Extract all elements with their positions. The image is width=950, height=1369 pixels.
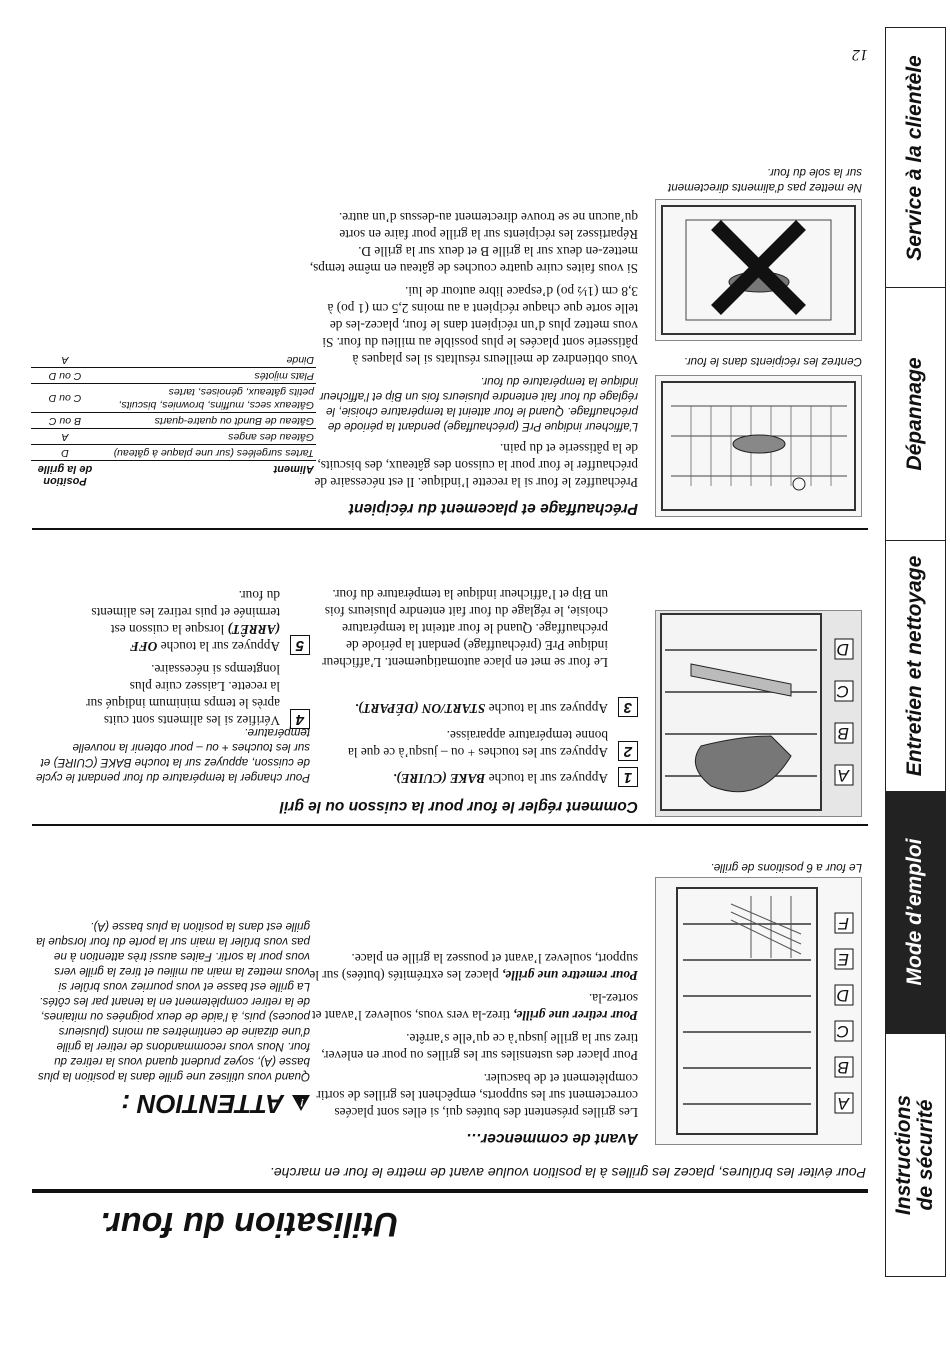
preheat-heading: Préchauffage et placement du récipient — [348, 500, 638, 517]
table-row — [31, 429, 316, 445]
tab-service-clientele[interactable]: Service à la clientèle — [903, 55, 927, 261]
bake-section — [38, 797, 638, 815]
before-remove: Pour retirer une grille, tirez-la vers vous, soulevez l’avant et sortez-la. — [311, 991, 638, 1023]
rack-letter: D — [836, 640, 849, 659]
food-cell: Dinde — [99, 352, 316, 368]
before-heading: Avant de commencer… — [465, 1130, 638, 1147]
bake-after-step3: Le four se met en place automatiquement. L’afficheur indique PrE (préchauffage) pendant la période de préchauffage. Quand le four atteint la température choisie, le réglage du four fait entendre plusieurs fois un Bip et l’afficheur indique la température du four. — [322, 587, 608, 670]
before-replace: Pour remettre une grille, placez les extrémités (butées) sur le support, soulevez l’avant et poussez la grille en place. — [309, 951, 638, 983]
rack-letter: C — [836, 1022, 849, 1041]
caption-center-pans: Centrez les récipients dans le four. — [683, 355, 862, 368]
food-cell: Tartes surgelées (sur une plaque à gâteau) — [99, 445, 316, 461]
rack-letter: C — [836, 682, 849, 701]
tab-mode-emploi[interactable]: Mode d’emploi — [886, 791, 945, 1033]
preheat-p1: Préchauffez le four si la recette l’indique. Il est nécessaire de préchauffer le four pour la cuisson des gâteaux, des biscuits, de la pâtisserie et du pain. — [314, 441, 638, 490]
tab-depannage[interactable]: Dépannage — [886, 287, 945, 540]
table-row — [31, 368, 316, 384]
position-cell: A — [31, 429, 99, 445]
step-number-3: 3 — [618, 697, 638, 717]
figure-caption-racks: Le four a 6 positions de grille. — [710, 861, 862, 874]
bake-change-note: Pour changer la température du four pendant le cycle de cuisson, appuyez sur la touche BAKE (CUIRE) et sur les touches + ou – pour obtenir la nouvelle température. — [36, 726, 310, 784]
preheat-section — [308, 203, 638, 517]
food-cell: Gâteau des anges — [99, 429, 316, 445]
rack-position-table — [31, 352, 316, 489]
table-row — [31, 384, 316, 413]
intro-text: Pour éviter les brûlures, placez les grilles à la position voulue avant de mettre le four en marche. — [269, 1165, 866, 1181]
page-number: 12 — [852, 46, 868, 63]
oven-rack-illustration — [656, 878, 861, 1144]
food-cell: Gâteaux secs, muffins, brownies, biscuits, petits gâteaux, génoises, tartes — [99, 384, 316, 413]
section-tabs — [885, 27, 946, 1277]
table-row — [31, 413, 316, 429]
step-number-2: 2 — [618, 741, 638, 761]
tab-entretien-nettoyage[interactable]: Entretien et nettoyage — [886, 540, 945, 791]
rack-letter: B — [837, 1058, 849, 1077]
position-cell: C ou D — [31, 384, 99, 413]
position-cell: A — [31, 352, 99, 368]
page-title: Utilisation du four. — [100, 1205, 399, 1243]
preheat-p4: Si vous faites cuire quatre couches de gâteau en même temps, mettez-en deux sur la grille B et deux sur la grille D. Répartissez les récipients sur la grille pour faire en sorte qu’aucun ne se trouve directement au-dessus d’un autre. — [309, 210, 638, 276]
step-4: 4 Vérifiez si les aliments sont cuits après le temps minimum indiqué sur la recette. Laissez cuire plus longtemps si nécessaire. — [35, 669, 310, 729]
col-food: Aliment — [273, 463, 314, 475]
table-row — [31, 352, 316, 368]
position-cell: C ou D — [31, 368, 99, 384]
warning-icon: ! — [292, 1096, 310, 1112]
step-5: 5 Appuyez sur la touche OFF (ARRÊT) lorsque la cuisson est terminée et puis retirez les aliments du four. — [35, 595, 310, 655]
section-rule-1 — [32, 824, 868, 826]
caption-no-sole: Ne mettez pas d’aliments directement sur la sole du four. — [668, 166, 862, 194]
attention-box — [35, 919, 310, 1119]
figure-oven-roast — [655, 610, 862, 817]
before-p2: Pour placer des ustensiles sur les grilles ou pour en enlever, tirez sur la grille jusqu’à ce qu’elle s’arrête. — [321, 1031, 638, 1063]
col-position: Position de la grille — [37, 463, 93, 487]
preheat-p2: L’afficheur indique PrE (préchauffage) pendant la période de préchauffage. Quand le four atteint la température choisie, le réglage du four fait entendre plusieurs fois un Bip et l’afficheur indique la température du four. — [319, 375, 638, 433]
figure-oven-racks — [655, 877, 862, 1145]
rack-letter: B — [837, 724, 849, 743]
rack-letter: A — [837, 1094, 849, 1113]
food-cell: Plats mijotés — [99, 368, 316, 384]
step-3: 3 Appuyez sur la touche START/ON (DÉPART). — [308, 677, 638, 717]
step-2: 2 Appuyez sur les touches + ou – jusqu’à ce que la bonne température apparaisse. — [308, 721, 638, 761]
attention-heading: ! ATTENTION : — [35, 1088, 310, 1119]
section-rule-2 — [32, 528, 868, 530]
step-1: 1 Appuyez sur la touche BAKE (CUIRE). — [308, 767, 638, 787]
before-section — [308, 944, 638, 1147]
table-row — [31, 445, 316, 461]
before-p1: Les grilles présentent des butées qui, si elles sont placées correctement sur les supports, empêchent les grilles de sortir complètement et de basculer. — [316, 1071, 638, 1120]
rack-letter: E — [837, 950, 849, 969]
step-number-5: 5 — [290, 635, 310, 655]
step-number-1: 1 — [618, 767, 638, 787]
rack-letter: A — [837, 766, 849, 785]
rack-letter: F — [838, 914, 849, 933]
food-cell: Gâteau de Bundt ou quatre-quarts — [99, 413, 316, 429]
attention-text: Quand vous utilisez une grille dans la position la plus basse (A), soyez prudent quand vous la retirez du four. Nous vous recommandons de retirer la grille d’une dizaine de centimètres au moins (plusieurs pouces) puis, à l’aide de deux poignées ou mitaines, de la retirer complètement en la tenant par les côtés. La grille est basse et vous pourriez vous brûler si vous mettez la main au milieu et tirez la grille vers vous pour la sortir. Faites aussi très attention à ne pas vous brûler la main sur la porte du four lorsque la grille est dans la position la plus basse (A). — [36, 920, 310, 1083]
title-rule — [32, 1189, 868, 1193]
centered-pans-illustration — [656, 376, 861, 516]
table-header-row — [31, 461, 316, 490]
no-food-on-floor-illustration — [656, 200, 861, 340]
step-number-4: 4 — [290, 709, 310, 729]
figure-oven-no-sole — [655, 199, 862, 341]
rack-letter: D — [836, 986, 849, 1005]
bake-heading: Comment régler le four pour la cuisson ou le gril — [279, 798, 638, 815]
position-cell: B ou C — [31, 413, 99, 429]
position-cell: D — [31, 445, 99, 461]
figure-oven-centered — [655, 375, 862, 517]
preheat-p3: Vous obtiendrez de meilleurs résultats si les plaques à pâtisserie sont placées le plus possible au milieu du four. Si vous mettez plus d’un récipient dans le four, placez-les de telle sorte que chaque récipient a au moins 2,5 cm (1 po) à 3,8 cm (1½ po) d’espace libre autour de lui. — [322, 284, 638, 367]
oven-roast-illustration — [656, 611, 861, 816]
tab-instructions-securite[interactable]: Instructions de sécurité — [886, 1033, 945, 1276]
